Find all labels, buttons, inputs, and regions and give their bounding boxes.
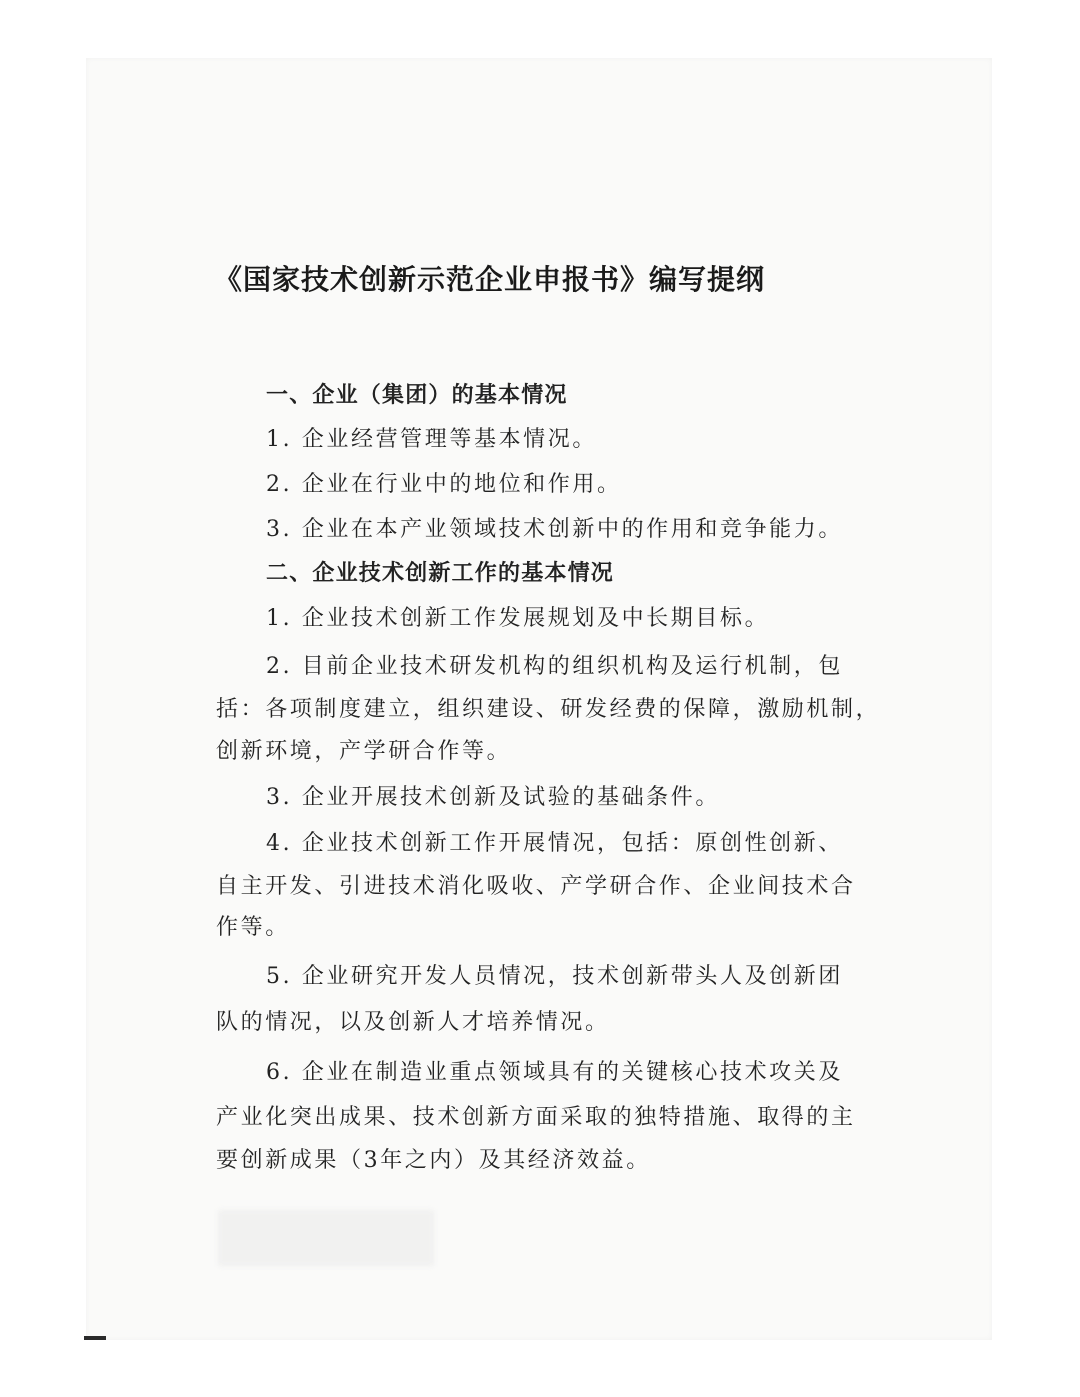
section-2-item-4-line-2: 自主开发、引进技术消化吸收、产学研合作、企业间技术合 [216, 874, 856, 899]
section-2-item-3-line-1: 3. 企业开展技术创新及试验的基础条件。 [266, 785, 720, 810]
section-2-item-6-line-2: 产业化突出成果、技术创新方面采取的独特措施、取得的主 [216, 1105, 856, 1130]
section-1-item-2: 2. 企业在行业中的地位和作用。 [266, 472, 622, 497]
edge-mark [84, 1336, 106, 1340]
section-2-item-6-line-1: 6. 企业在制造业重点领域具有的关键核心技术攻关及 [266, 1060, 843, 1085]
section-2-item-5-line-1: 5. 企业研究开发人员情况，技术创新带头人及创新团 [266, 964, 843, 989]
section-2-item-5-line-2: 队的情况，以及创新人才培养情况。 [216, 1010, 610, 1035]
section-2-item-4-line-1: 4. 企业技术创新工作开展情况，包括：原创性创新、 [266, 831, 843, 856]
section-2-item-4-line-3: 作等。 [216, 915, 290, 940]
section-1-heading: 一、企业（集团）的基本情况 [266, 382, 568, 408]
section-2-item-6-line-3: 要创新成果（3年之内）及其经济效益。 [216, 1148, 651, 1173]
document-title: 《国家技术创新示范企业申报书》编写提纲 [214, 263, 766, 296]
section-1-item-3: 3. 企业在本产业领域技术创新中的作用和竞争能力。 [266, 517, 843, 542]
section-2-item-1-line-1: 1. 企业技术创新工作发展规划及中长期目标。 [266, 606, 770, 631]
section-2-item-2-line-3: 创新环境，产学研合作等。 [216, 739, 512, 764]
scan-artifact [218, 1210, 434, 1266]
section-2-item-2-line-2: 括：各项制度建立，组织建设、研发经费的保障，激励机制， [216, 697, 881, 722]
section-1-item-1: 1. 企业经营管理等基本情况。 [266, 427, 597, 452]
section-2-heading: 二、企业技术创新工作的基本情况 [266, 560, 615, 586]
section-2-item-2-line-1: 2. 目前企业技术研发机构的组织机构及运行机制，包 [266, 654, 843, 679]
